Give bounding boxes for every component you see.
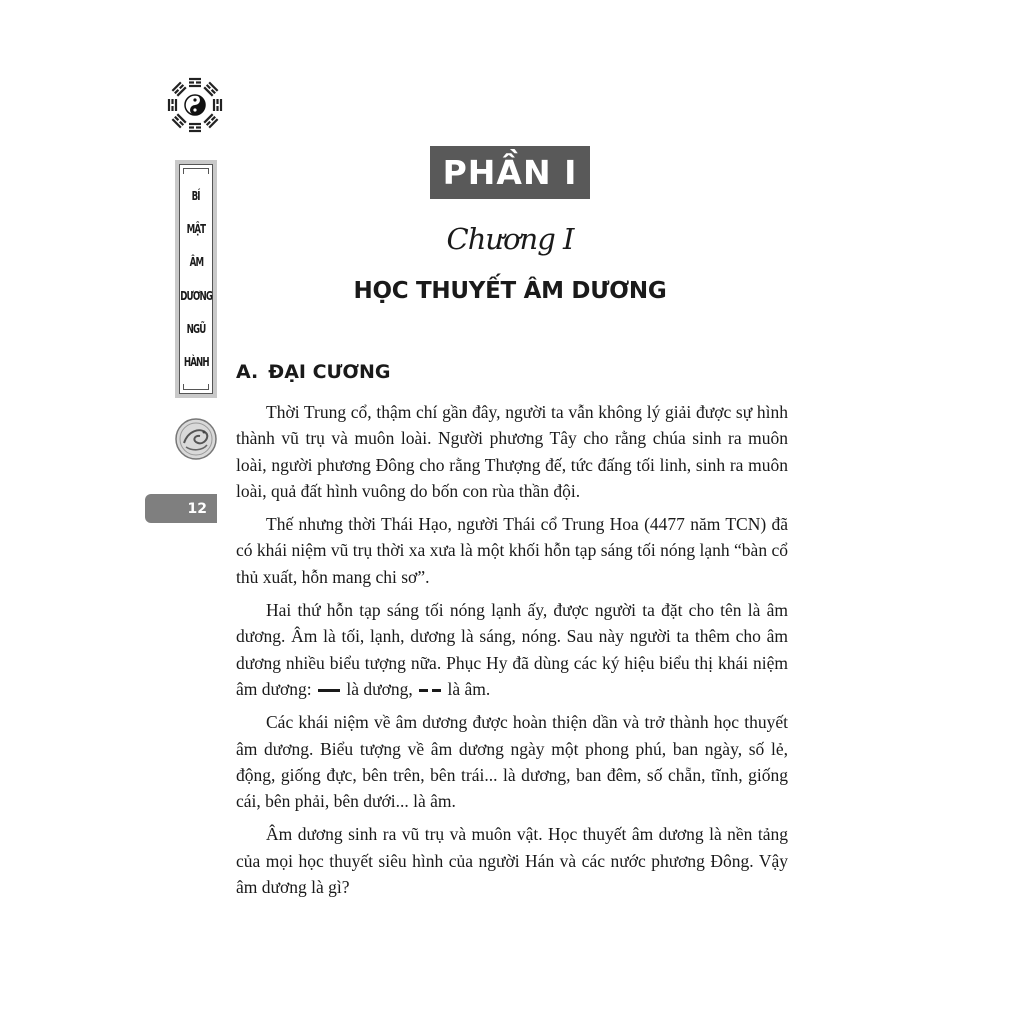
yang-label: là dương, (346, 678, 413, 699)
chapter-title: HỌC THUYẾT ÂM DƯƠNG (353, 278, 667, 304)
section-heading (236, 361, 391, 383)
dragon-medallion-icon (174, 417, 218, 461)
vertical-word: NGŨ (186, 321, 206, 336)
section-label: A. (236, 361, 259, 383)
vertical-word: MẬT (186, 221, 206, 236)
vertical-word: HÀNH (183, 355, 209, 370)
paragraph-5: Âm dương sinh ra vũ trụ và muôn vật. Học thuyết âm dương là nền tảng của mọi học thuyết siêu hình của người Hán và các nước phương Đông. Vậy âm dương là gì? (236, 824, 788, 898)
paragraph-2: Thế nhưng thời Thái Hạo, người Thái cổ Trung Hoa (4477 năm TCN) đã có khái niệm vũ trụ thời xa xưa là một khối hỗn tạp sáng tối nóng lạnh “bàn cổ thủ xuất, hỗn mang chi sơ”. (236, 514, 788, 587)
yin-label: là âm. (447, 678, 491, 699)
page-number (145, 494, 217, 523)
vertical-title-inner (179, 164, 213, 394)
bagua-yin-yang-icon (166, 76, 224, 134)
part-title (430, 146, 590, 199)
vertical-word: DƯƠNG (180, 288, 212, 303)
paragraph-4: Các khái niệm về âm dương được hoàn thiện dần và trở thành học thuyết âm dương. Biểu tượng về âm dương ngày một phong phú, ban ngày, số lẻ, động, giống đực, bên trên, bên trái... là dương, ban đêm, số chẵn, tĩnh, giống cái, bên phải, bên dưới... là âm. (236, 712, 788, 812)
yang-line-symbol (318, 689, 340, 692)
paragraph-3 (236, 597, 788, 702)
section-title: ĐẠI CƯƠNG (268, 361, 391, 383)
vertical-word: BÍ (191, 188, 201, 203)
body-text (236, 399, 788, 907)
vertical-title-box (175, 160, 217, 398)
vertical-word: ÂM (189, 255, 203, 270)
page-number-label: 12 (187, 500, 207, 517)
paragraph-1: Thời Trung cổ, thậm chí gần đây, người ta vẫn không lý giải được sự hình thành vũ trụ và muôn loài. Người phương Tây cho rằng chúa sinh ra muôn loài, người phương Đông cho rằng Thượng đế, tức đấng tối linh, sinh ra muôn loài, quả đất hình vuông do bốn con rùa thần đội. (236, 402, 788, 501)
chapter-label: Chương I (446, 222, 574, 256)
yin-line-symbol (419, 689, 441, 692)
paragraph-3-text: Hai thứ hỗn tạp sáng tối nóng lạnh ấy, được người ta đặt cho tên là âm dương. Âm là tối, lạnh, dương là sáng, nóng. Sau này người ta thêm cho âm dương nhiều biểu tượng nữa. Phục Hy đã dùng các ký hiệu biểu thị khái niệm âm dương: (236, 600, 788, 699)
part-title-text: PHẦN I (442, 153, 578, 192)
